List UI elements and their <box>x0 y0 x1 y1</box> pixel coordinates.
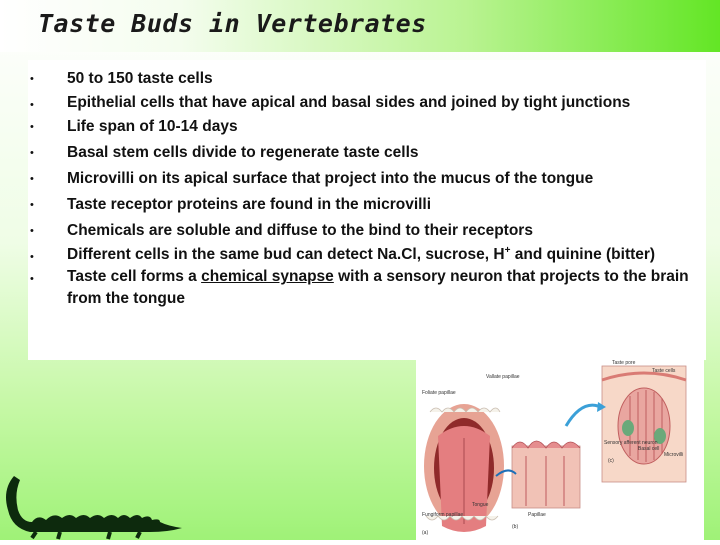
bullet-item: • Microvilli on its apical surface that project into the mucus of the tongue <box>28 166 698 192</box>
crocodile-icon <box>0 470 190 540</box>
label-fungiform: Fungiform papillae <box>422 512 464 518</box>
bullet-dot: • <box>30 173 34 185</box>
bullet-item: • Different cells in the same bud can detect Na.Cl, sucrose, H+ and quinine (bitter) <box>28 244 698 266</box>
label-foliate: Foliate papillae <box>422 390 456 396</box>
papillae-drawing <box>512 441 580 508</box>
label-taste-pore: Taste pore <box>612 360 636 366</box>
label-papillae: Papillae <box>528 512 546 518</box>
content-box <box>28 60 706 360</box>
label-microvilli: Microvilli <box>664 452 684 458</box>
bullet-item: • Epithelial cells that have apical and basal sides and joined by tight junctions <box>28 92 698 114</box>
bullet-dot: • <box>30 251 34 263</box>
bullet-item: • Taste cell forms a chemical synapse with a sensory neuron that projects to the brain from the tongue <box>30 268 689 307</box>
label-b: (b) <box>512 524 519 530</box>
taste-bud-illustration <box>416 356 704 540</box>
bullet-dot: • <box>30 99 34 111</box>
bullet-dot: • <box>30 121 34 133</box>
taste-bud-figure <box>416 356 704 540</box>
bullet-item: • Life span of 10-14 days <box>28 114 698 140</box>
title-bar <box>0 0 720 52</box>
bullet-dot: • <box>30 147 34 159</box>
bullet-list <box>28 66 698 310</box>
label-vallate: Vallate papillae <box>486 374 520 380</box>
label-sensory-neuron: Sensory afferent neuron <box>604 440 658 446</box>
bullet-item: • Basal stem cells divide to regenerate taste cells <box>28 140 698 166</box>
taste-bud-drawing <box>602 366 686 482</box>
bullet-dot: • <box>30 73 34 85</box>
label-taste-cells: Taste cells <box>652 368 676 374</box>
label-c: (c) <box>608 458 614 464</box>
arrow-icon <box>566 405 598 426</box>
label-basal-cell: Basal cell <box>638 446 660 452</box>
label-tongue: Tongue <box>472 502 489 508</box>
label-a: (a) <box>422 530 429 536</box>
bullet-item: • 50 to 150 taste cells <box>28 66 698 92</box>
bullet-dot: • <box>30 273 34 285</box>
chemical-synapse-link[interactable]: chemical synapse <box>201 268 334 285</box>
bullet-dot: • <box>30 199 34 211</box>
bullet-item: • Chemicals are soluble and diffuse to the bind to their receptors <box>28 218 698 244</box>
bullet-dot: • <box>30 225 34 237</box>
bullet-item: • Taste receptor proteins are found in the microvilli <box>28 192 698 218</box>
slide-title: Taste Buds in Vertebrates <box>38 9 427 38</box>
